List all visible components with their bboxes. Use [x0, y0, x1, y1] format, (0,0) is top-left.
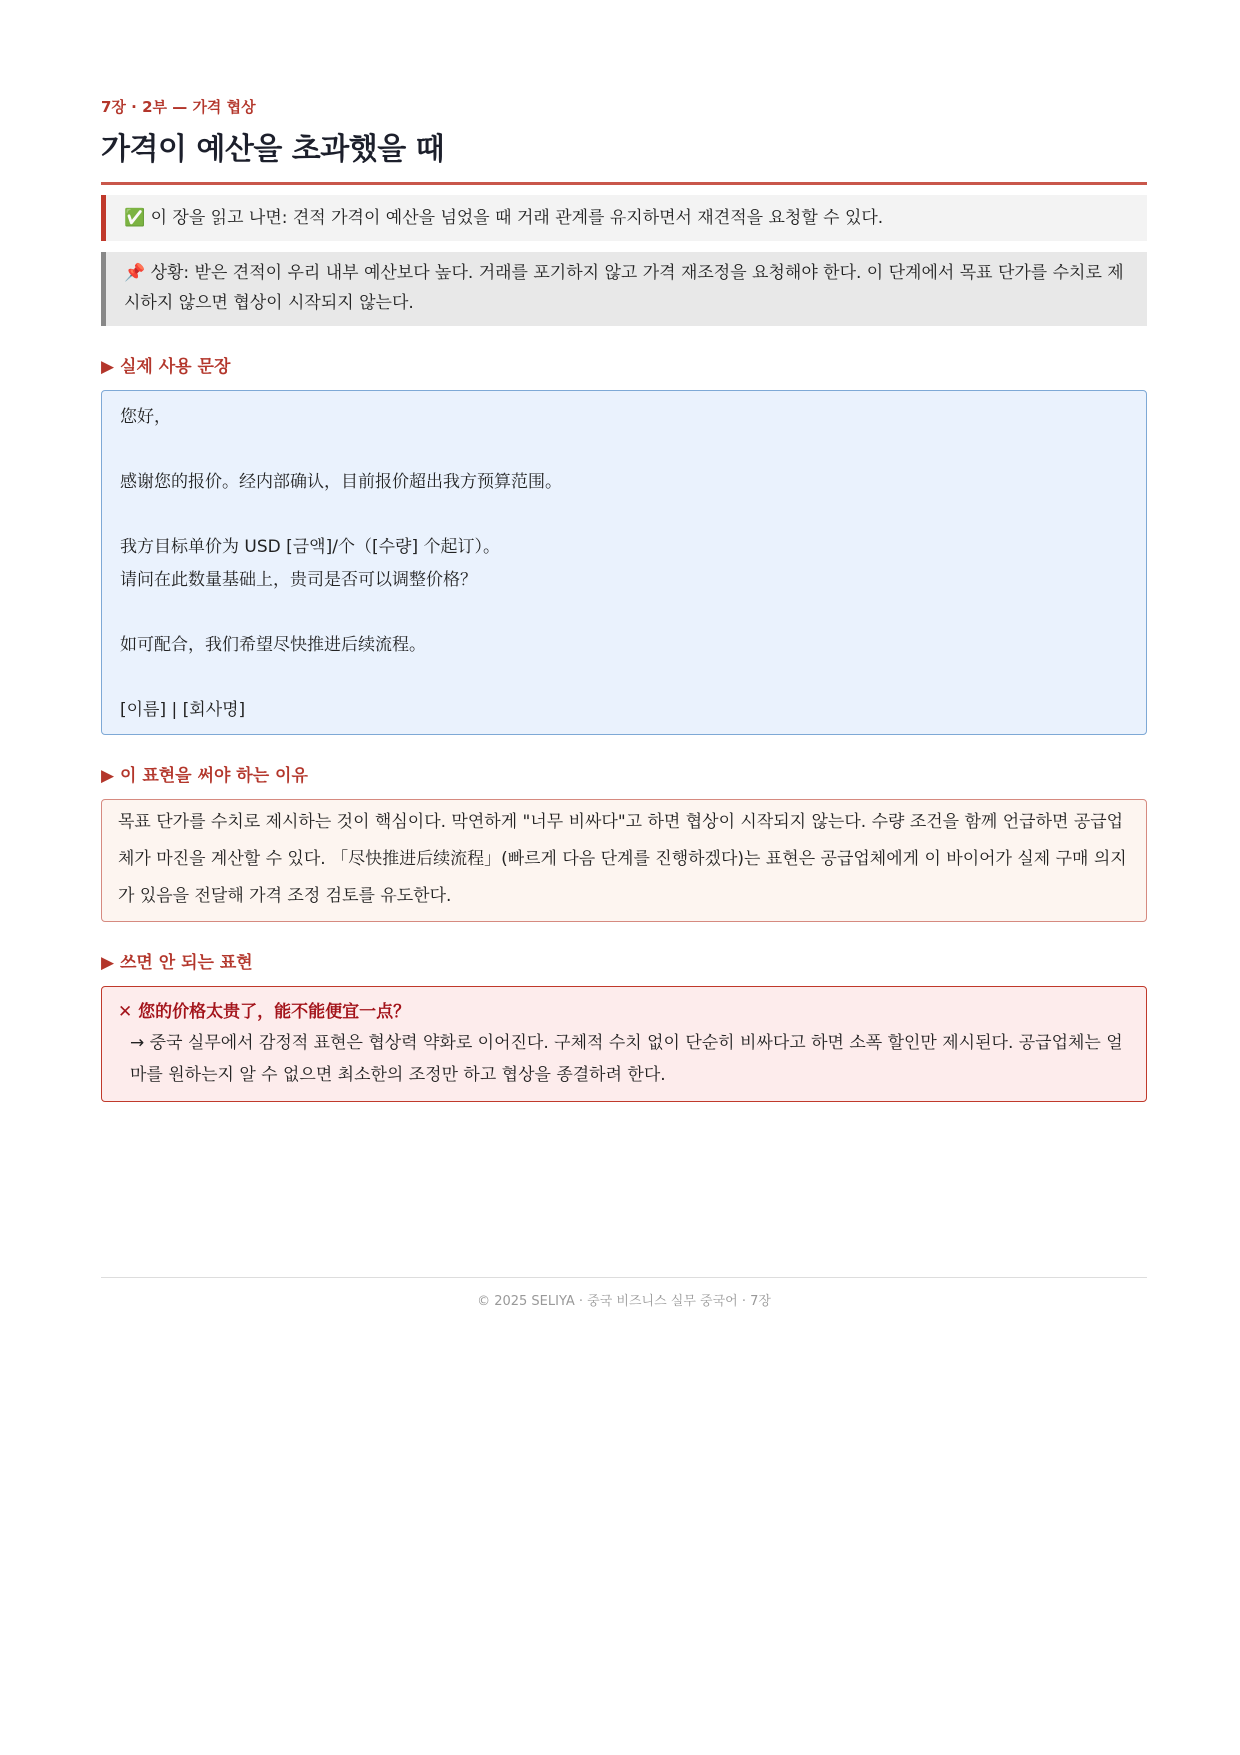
example-line: 请问在此数量基础上，贵司是否可以调整价格？ — [120, 569, 477, 590]
avoid-box — [101, 986, 1147, 1102]
reason-heading: ▶ 이 표현을 써야 하는 이유 — [101, 766, 308, 786]
example-line: 您好， — [120, 407, 171, 427]
bad-phrase-explanation: → 중국 실무에서 감정적 표현은 협상력 약화로 이어진다. 구체적 수치 없이 단순히 비싸다고 하면 소폭 할인만 제시된다. 공급업체는 얼마를 원하는지 알 수 없으면 최소한의 조정만 하고 협상을 종결하려 한다. — [130, 1033, 1123, 1085]
example-line: [이름] | [회사명] — [120, 699, 246, 720]
usage-example-box — [101, 390, 1147, 735]
goal-callout: ✅ 이 장을 읽고 나면: 견적 가격이 예산을 넘었을 때 거래 관계를 유지하면서 재견적을 요청할 수 있다. — [101, 195, 1147, 241]
example-line: 感谢您的报价。经内部确认，目前报价超出我方预算范围。 — [120, 472, 562, 492]
example-line: 如可配合，我们希望尽快推进后续流程。 — [120, 634, 426, 655]
example-line: 我方目标单价为 USD [금액]/个（[수량] 个起订）。 — [120, 537, 500, 557]
bad-phrase: ✕ 您的价格太贵了，能不能便宜一点？ — [118, 1002, 411, 1022]
avoid-heading: ▶ 쓰면 안 되는 표현 — [101, 953, 253, 973]
title-divider — [101, 182, 1147, 185]
situation-callout: 📌 상황: 받은 견적이 우리 내부 예산보다 높다. 거래를 포기하지 않고 가격 재조정을 요청해야 한다. 이 단계에서 목표 단가를 수치로 제시하지 않으면 협상이 시작되지 않는다. — [101, 252, 1147, 326]
usage-heading: ▶ 실제 사용 문장 — [101, 357, 231, 377]
reason-box: 목표 단가를 수치로 제시하는 것이 핵심이다. 막연하게 "너무 비싸다"고 하면 협상이 시작되지 않는다. 수량 조건을 함께 언급하면 공급업체가 마진을 계산할 수 있다. 「尽快推进后续流程」(빠르게 다음 단계를 진행하겠다)는 표현은 공급업체에게 이 바이어가 실제 구매 의지가 있음을 전달해 가격 조정 검토를 유도한다. — [101, 799, 1147, 922]
footer: © 2025 SELIYA · 중국 비즈니스 실무 중국어 · 7장 — [101, 1277, 1147, 1309]
page-title: 가격이 예산을 초과했을 때 — [101, 132, 445, 167]
page-content — [101, 96, 1147, 1102]
chapter-label: 7장 · 2부 — 가격 협상 — [101, 98, 256, 116]
